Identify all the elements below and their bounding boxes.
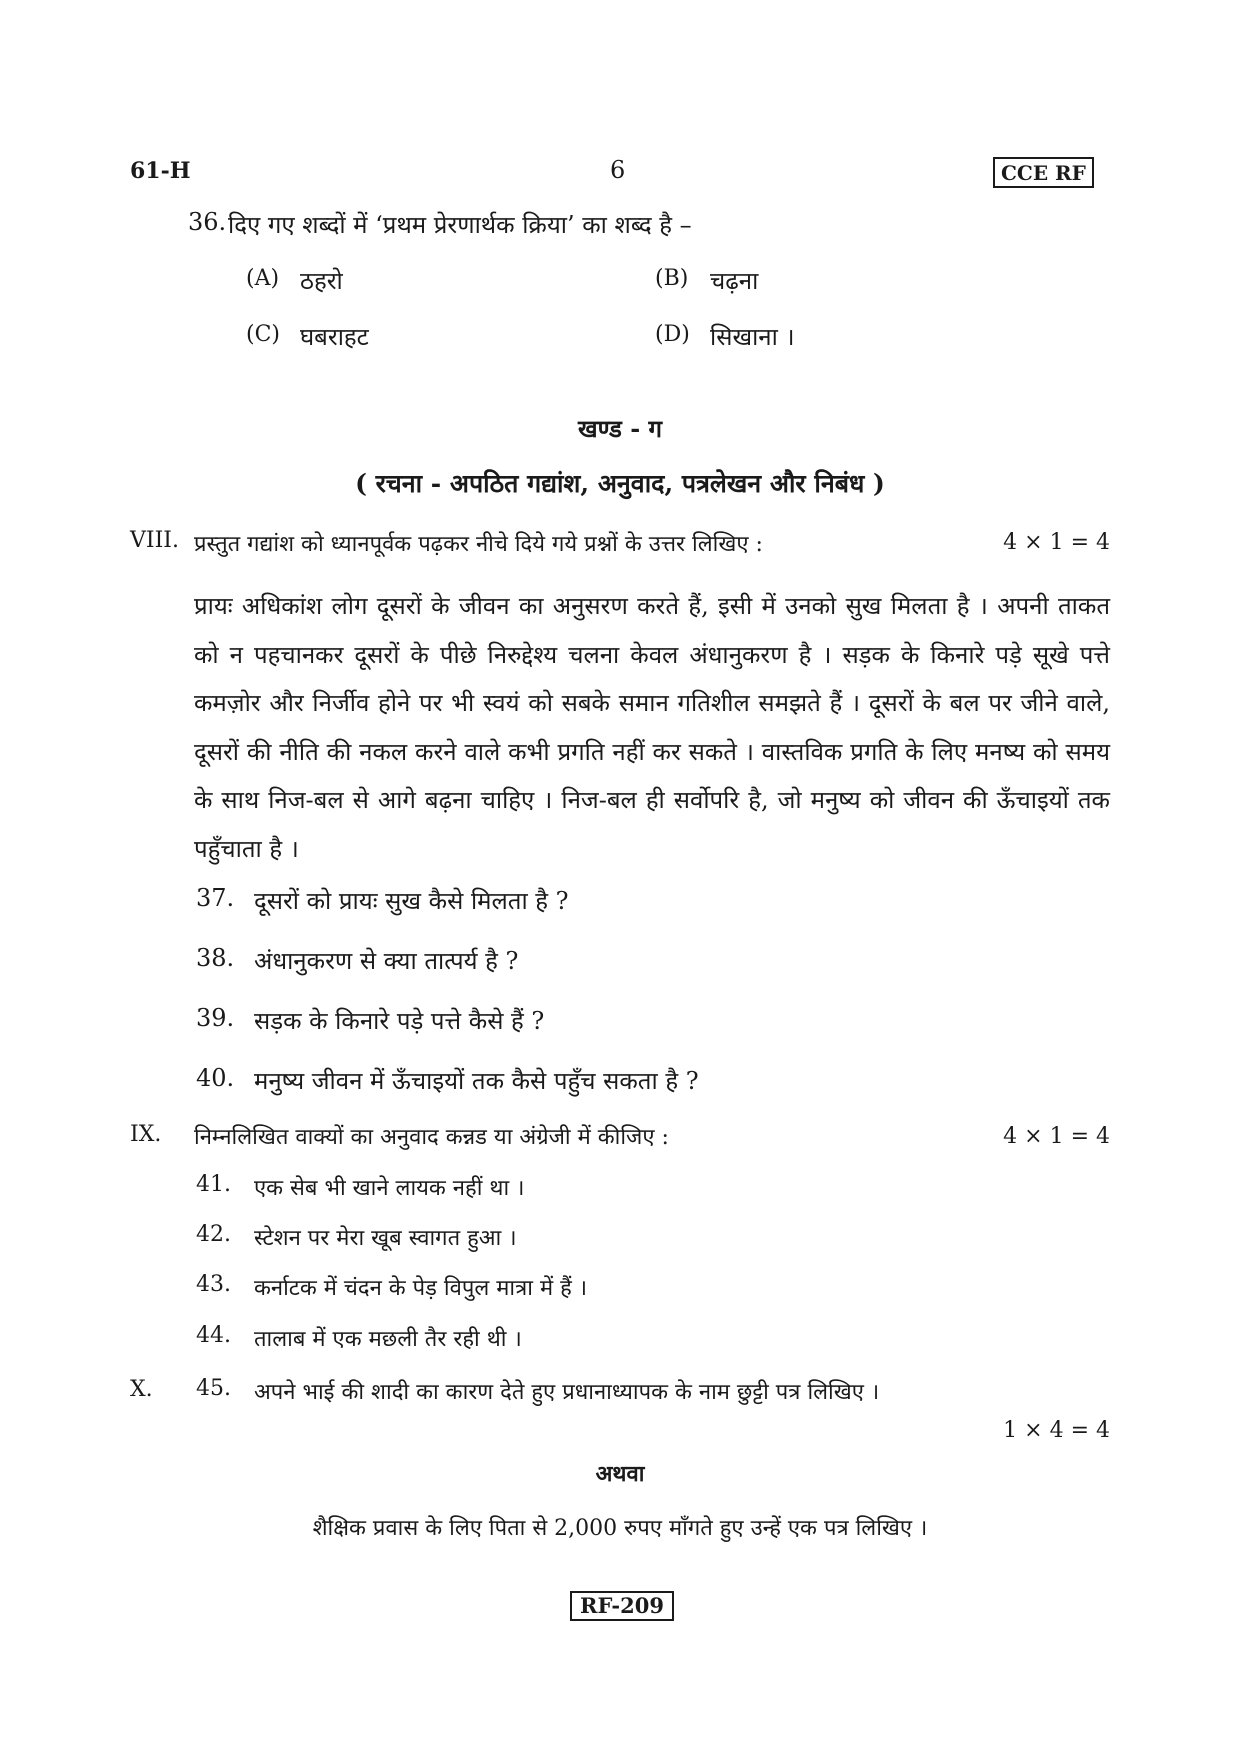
question-text: कर्नाटक में चंदन के पेड़ विपुल मात्रा में हैं । <box>254 1276 588 1301</box>
question-text: अपने भाई की शादी का कारण देते हुए प्रधानाध्यापक के नाम छुट्टी पत्र लिखिए । <box>254 1380 880 1405</box>
marks-label: 4 × 1 = 4 <box>1003 530 1110 555</box>
question-text: स्टेशन पर मेरा खूब स्वागत हुआ । <box>254 1226 517 1251</box>
question-text: दिए गए शब्दों में ‘प्रथम प्रेरणार्थक क्रिया’ का शब्द है – <box>228 211 692 239</box>
option-text: घबराहट <box>300 323 369 351</box>
question-number: 39. <box>196 1004 235 1032</box>
question-number: 40. <box>196 1064 235 1092</box>
question-roman-numeral: X. <box>130 1377 153 1402</box>
series-badge: CCE RF <box>993 157 1094 188</box>
section-subtitle: ( रचना - अपठित गद्यांश, अनुवाद, पत्रलेखन और निबंध ) <box>355 469 885 498</box>
option-text: ठहरो <box>300 267 343 295</box>
option-text: चढ़ना <box>710 267 759 295</box>
question-roman-numeral: IX. <box>130 1122 162 1147</box>
option-label: (A) <box>246 266 280 291</box>
instruction-text: निम्नलिखित वाक्यों का अनुवाद कन्नड या अंग्रेजी में कीजिए : <box>194 1125 669 1150</box>
question-number: 45. <box>196 1376 231 1401</box>
question-number: 44. <box>196 1323 231 1348</box>
option-label: (B) <box>655 266 689 291</box>
question-text: एक सेब भी खाने लायक नहीं था । <box>254 1176 525 1201</box>
question-number: 38. <box>196 944 235 972</box>
unseen-passage: प्रायः अधिकांश लोग दूसरों के जीवन का अनुसरण करते हैं, इसी में उनको सुख मिलता है । अपनी ताकत को न पहचानकर दूसरों के पीछे निरुद्देश्य चलना केवल अंधानुकरण है । सड़क के किनारे पड़े सूखे पत्ते कमज़ोर और निर्जीव होने पर भी स्वयं को सबके समान गतिशील समझते हैं । दूसरों के बल पर जीने वाले, दूसरों की नीति की नकल करने वाले कभी प्रगति नहीं कर सकते । वास्तविक प्रगति के लिए मनष्य को समय के साथ निज-बल से आगे बढ़ना चाहिए । निज-बल ही सर्वोपरि है, जो मनुष्य को जीवन की ऊँचाइयों तक पहुँचाता है । <box>194 592 1110 863</box>
section-title: खण्ड - ग <box>577 414 663 443</box>
question-number: 37. <box>196 884 235 912</box>
option-label: (D) <box>655 322 690 347</box>
marks-label: 4 × 1 = 4 <box>1003 1124 1110 1149</box>
question-number: 42. <box>196 1222 231 1247</box>
question-roman-numeral: VIII. <box>130 528 179 553</box>
or-label: अथवा <box>595 1461 645 1487</box>
question-text: मनुष्य जीवन में ऊँचाइयों तक कैसे पहुँच सकता है ? <box>254 1067 699 1095</box>
question-number: 43. <box>196 1272 231 1297</box>
alternative-question: शैक्षिक प्रवास के लिए पिता से 2,000 रुपए माँगते हुए उन्हें एक पत्र लिखिए । <box>312 1516 928 1541</box>
marks-label: 1 × 4 = 4 <box>1003 1418 1110 1443</box>
question-number: 41. <box>196 1172 231 1197</box>
instruction-text: प्रस्तुत गद्यांश को ध्यानपूर्वक पढ़कर नीचे दिये गये प्रश्नों के उत्तर लिखिए : <box>194 532 763 557</box>
question-number: 36. <box>188 208 227 236</box>
question-text: अंधानुकरण से क्या तात्पर्य है ? <box>254 947 519 975</box>
option-label: (C) <box>246 322 280 347</box>
question-text: दूसरों को प्रायः सुख कैसे मिलता है ? <box>254 887 569 915</box>
question-text: तालाब में एक मछली तैर रही थी । <box>254 1327 522 1352</box>
paper-code: 61-H <box>130 158 191 184</box>
question-text: सड़क के किनारे पड़े पत्ते कैसे हैं ? <box>254 1007 545 1035</box>
page-number: 6 <box>610 156 626 184</box>
option-text: सिखाना । <box>710 323 795 351</box>
footer-code-badge: RF-209 <box>570 1591 674 1621</box>
